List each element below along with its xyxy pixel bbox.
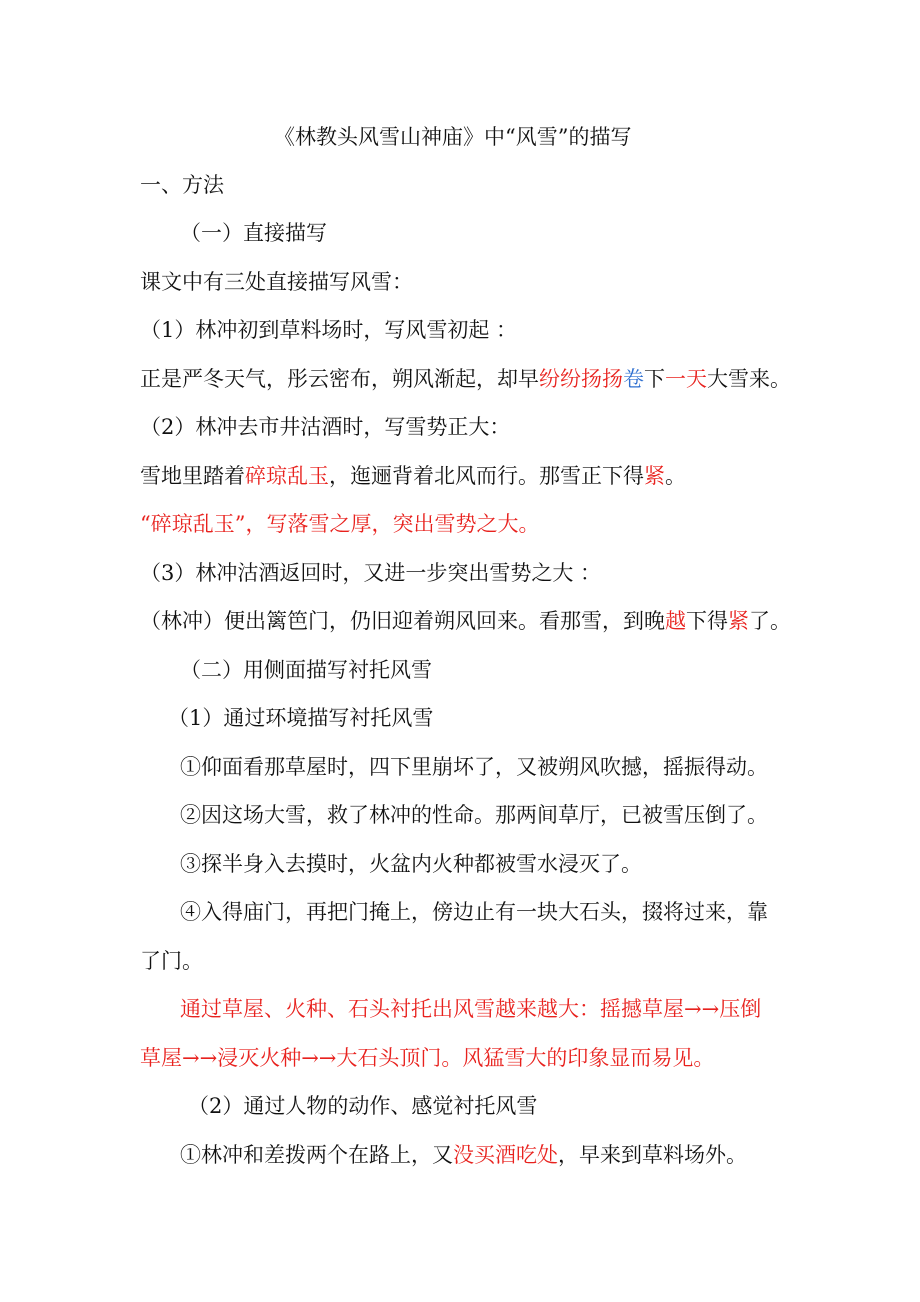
item1-heading: （1）林冲初到草料场时，写风雪初起 ： [140, 318, 518, 342]
section-heading-method: 一、方法 [140, 173, 224, 197]
env-item-2: ②因这场大雪，救了林冲的性命。那两间草厅，已被雪压倒了。 [180, 803, 768, 827]
highlight-red: 一天 [665, 367, 707, 391]
quote-text: 雪地里踏着 [140, 464, 245, 488]
item3-heading: （3）林冲沽酒返回时，又进一步突出雪势之大 ： [140, 561, 602, 585]
quote-text: 。 [665, 464, 686, 488]
quote-text: （林冲）便出篱笆门，仍旧迎着朔风回来。看那雪，到晚 [140, 609, 665, 633]
env-item-4: ④入得庙门，再把门掩上，傍边止有一块大石头，掇将过来，靠 [180, 900, 768, 924]
highlight-red: 紧 [728, 609, 749, 633]
highlight-red: 越 [665, 609, 686, 633]
subheading-direct-description: （一）直接描写 [180, 221, 327, 245]
quote-text: 了。 [749, 609, 791, 633]
env-item-1: ①仰面看那草屋时，四下里崩坏了，又被朔风吹撼，摇振得动。 [180, 755, 768, 779]
env-item-3: ③探半身入去摸时，火盆内火种都被雪水浸灭了。 [180, 852, 642, 876]
person-item-1 [180, 1140, 747, 1170]
item2-annotation: “碎琼乱玉”，写落雪之厚，突出雪势之大。 [140, 512, 540, 536]
highlight-red: 没买酒吃处 [453, 1143, 558, 1167]
quote-text: 正是严冬天气，彤云密布，朔风渐起，却早 [140, 367, 539, 391]
quote-text: 下得 [686, 609, 728, 633]
person-heading: （2）通过人物的动作、感觉衬托风雪 [188, 1094, 538, 1118]
env-summary-line-2: 草屋→→浸灭火种→→大石头顶门。风猛雪大的印象显而易见。 [140, 1046, 715, 1070]
highlight-red: 紧 [644, 464, 665, 488]
intro-paragraph: 课文中有三处直接描写风雪： [140, 270, 413, 294]
quote-text: 大雪来。 [707, 367, 791, 391]
item2-heading: （2）林冲去市井沽酒时，写雪势正大： [140, 415, 511, 439]
subheading-side-description: （二）用侧面描写衬托风雪 [180, 658, 432, 682]
item1-quote [140, 364, 791, 394]
item3-quote [140, 606, 791, 636]
quote-text: ①林冲和差拨两个在路上，又 [180, 1143, 453, 1167]
highlight-red: 碎琼乱玉 [245, 464, 329, 488]
env-heading: （1）通过环境描写衬托风雪 [168, 706, 434, 730]
quote-text: ，迤逦背着北风而行。那雪正下得 [329, 464, 644, 488]
document-title: 《林教头风雪山神庙》中“风雪”的描写 [274, 125, 632, 149]
quote-text: 下 [644, 367, 665, 391]
highlight-blue: 卷 [623, 367, 644, 391]
env-summary-line-1: 通过草屋、火种、石头衬托出风雪越来越大：摇撼草屋→→压倒 [180, 997, 762, 1021]
quote-text: ，早来到草料场外。 [558, 1143, 747, 1167]
highlight-red: 纷纷扬扬 [539, 367, 623, 391]
env-item-4-continued: 了门。 [140, 949, 203, 973]
item2-quote [140, 461, 686, 491]
